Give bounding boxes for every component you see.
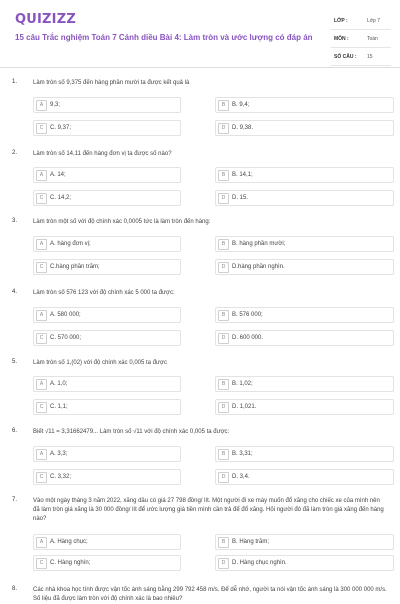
question-text: Biết √11 = 3,31662479... Làm tròn số √11 với độ chính xác 0,005 ta được: <box>33 429 230 435</box>
option-c[interactable] <box>33 330 181 346</box>
question-number: 2. <box>12 150 18 156</box>
option-letter: A <box>36 449 47 460</box>
option-text: C. 14,2; <box>50 195 72 201</box>
option-d[interactable] <box>215 469 394 485</box>
question-number: 5. <box>12 359 18 365</box>
meta-row-grade <box>331 12 391 30</box>
option-b[interactable] <box>215 534 394 550</box>
meta-value: 15 <box>367 54 373 60</box>
option-letter: A <box>36 379 47 390</box>
option-b[interactable] <box>215 307 394 323</box>
option-d[interactable] <box>215 399 394 415</box>
option-letter: B <box>218 239 229 250</box>
option-d[interactable] <box>215 259 394 275</box>
option-text: D. 15. <box>232 195 249 201</box>
option-text: 9,3; <box>50 102 61 108</box>
option-text: A. hàng đơn vị; <box>50 241 91 247</box>
meta-value: Toán <box>367 36 378 42</box>
option-d[interactable] <box>215 120 394 136</box>
option-d[interactable] <box>215 190 394 206</box>
option-letter: D <box>218 402 229 413</box>
question-number: 8. <box>12 586 18 592</box>
option-b[interactable] <box>215 167 394 183</box>
option-b[interactable] <box>215 236 394 252</box>
option-text: D. 600 000. <box>232 335 264 341</box>
option-text: D. 9,38. <box>232 125 254 131</box>
option-text: D. Hàng chục nghìn. <box>232 560 287 566</box>
option-c[interactable] <box>33 469 181 485</box>
option-a[interactable] <box>33 236 181 252</box>
option-c[interactable] <box>33 120 181 136</box>
meta-key: LỚP : <box>334 18 348 24</box>
option-letter: B <box>218 170 229 181</box>
option-text: A. 580 000; <box>50 312 81 318</box>
option-text: A. 3,3; <box>50 451 68 457</box>
option-d[interactable] <box>215 555 394 571</box>
question-text: Vào một ngày tháng 3 năm 2022, xăng dầu có giá 27 798 đồng/ lít. Một người đi xe máy muốn đổ xăng cho chiếc xe của mình nên đã làm tròn giá xăng là 30 000 đồng/ lít để ước lượng giá tiền mình cần trả để đổ xăng. Hỏi người đó đã làm tròn giá xăng đến hàng nào? <box>33 498 384 522</box>
option-text: D. 1,021. <box>232 404 257 410</box>
question-number: 3. <box>12 218 18 224</box>
option-d[interactable] <box>215 330 394 346</box>
question-text: Làm tròn số 9,375 đến hàng phần mười ta được kết quả là <box>33 80 190 86</box>
option-letter: C <box>36 333 47 344</box>
option-letter: D <box>218 123 229 134</box>
option-a[interactable] <box>33 307 181 323</box>
question-text: Làm tròn số 14,11 đến hàng đơn vị ta được số nào? <box>33 151 172 157</box>
option-b[interactable] <box>215 376 394 392</box>
option-text: A. 14; <box>50 172 66 178</box>
option-text: D.hàng phần nghìn. <box>232 264 285 270</box>
question-number: 7. <box>12 497 18 503</box>
option-text: C.hàng phần trăm; <box>50 264 100 270</box>
option-letter: A <box>36 239 47 250</box>
option-letter: C <box>36 472 47 483</box>
meta-key: MÔN : <box>334 36 349 42</box>
option-letter: C <box>36 123 47 134</box>
option-c[interactable] <box>33 259 181 275</box>
option-a[interactable] <box>33 167 181 183</box>
question-number: 4. <box>12 289 18 295</box>
option-a[interactable] <box>33 446 181 462</box>
meta-table <box>331 12 391 66</box>
option-c[interactable] <box>33 399 181 415</box>
option-letter: D <box>218 333 229 344</box>
option-b[interactable] <box>215 97 394 113</box>
meta-row-subject <box>331 30 391 48</box>
question-text: Làm tròn số 1,(02) với độ chính xác 0,005 ta được <box>33 360 167 366</box>
meta-key: SỐ CÂU : <box>334 54 357 60</box>
option-letter: C <box>36 262 47 273</box>
option-c[interactable] <box>33 190 181 206</box>
option-text: C. 9,37; <box>50 125 72 131</box>
question-text: Các nhà khoa học tính được vận tốc ánh sáng bằng 299 792 458 m/s. Để dễ nhớ, người ta nói vận tốc ánh sáng là 300 000 000 m/s. Số liệu đã được làm tròn với độ chính xác là bao nhiêu? <box>33 587 387 602</box>
question-number: 1. <box>12 79 18 85</box>
option-letter: B <box>218 537 229 548</box>
option-letter: B <box>218 449 229 460</box>
question-number: 6. <box>12 428 18 434</box>
option-text: B. 14,1; <box>232 172 253 178</box>
page-title: 15 câu Trắc nghiệm Toán 7 Cánh diều Bài 4: Làm tròn và ước lượng có đáp án <box>15 33 313 42</box>
option-a[interactable] <box>33 376 181 392</box>
option-text: B. Hàng trăm; <box>232 539 270 545</box>
question-text: Làm tròn một số với độ chính xác 0,0005 tức là làm tròn đến hàng: <box>33 219 211 225</box>
page-header <box>0 0 400 68</box>
option-text: A. Hàng chục; <box>50 539 88 545</box>
option-letter: D <box>218 193 229 204</box>
option-letter: A <box>36 537 47 548</box>
option-letter: A <box>36 310 47 321</box>
option-text: C. 570 000; <box>50 335 82 341</box>
option-text: C. 1,1; <box>50 404 68 410</box>
option-text: B. 576 000; <box>232 312 263 318</box>
option-a[interactable] <box>33 97 181 113</box>
option-a[interactable] <box>33 534 181 550</box>
option-text: C. Hàng nghìn; <box>50 560 91 566</box>
option-letter: D <box>218 472 229 483</box>
option-letter: C <box>36 558 47 569</box>
brand-logo: QUIZIZZ <box>15 12 76 27</box>
option-letter: D <box>218 558 229 569</box>
option-letter: C <box>36 193 47 204</box>
option-letter: B <box>218 379 229 390</box>
option-text: D. 3,4. <box>232 474 250 480</box>
meta-value: Lớp 7 <box>367 18 381 24</box>
option-text: B. 1,02; <box>232 381 253 387</box>
option-letter: A <box>36 170 47 181</box>
option-text: A. 1,0; <box>50 381 68 387</box>
option-c[interactable] <box>33 555 181 571</box>
option-text: B. hàng phần mười; <box>232 241 286 247</box>
option-text: B. 3,31; <box>232 451 253 457</box>
option-letter: B <box>218 310 229 321</box>
option-letter: D <box>218 262 229 273</box>
option-letter: C <box>36 402 47 413</box>
question-text: Làm tròn số 576 123 với độ chính xác 5 000 ta được: <box>33 290 175 296</box>
option-b[interactable] <box>215 446 394 462</box>
option-letter: A <box>36 100 47 111</box>
option-letter: B <box>218 100 229 111</box>
header-divider <box>0 67 400 68</box>
meta-row-count <box>331 48 391 66</box>
option-text: C. 3,32; <box>50 474 72 480</box>
option-text: B. 9,4; <box>232 102 250 108</box>
